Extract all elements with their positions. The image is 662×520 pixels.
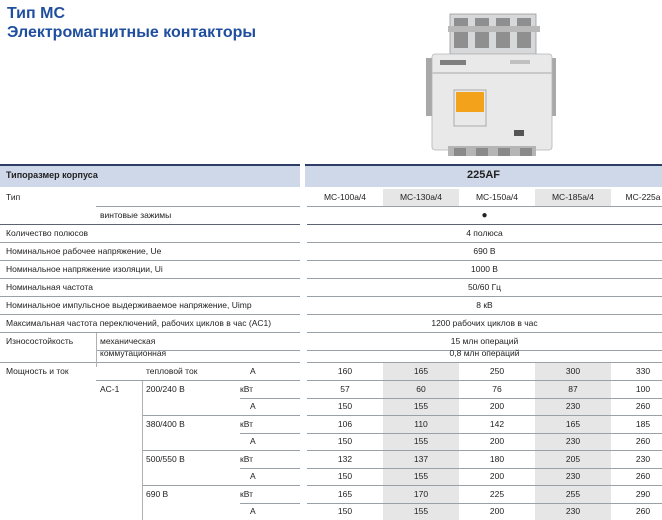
impulse-value: 8 кВ [476,300,493,310]
page-title [7,4,256,42]
impulse-row [0,297,662,314]
rated-voltage-row [0,243,662,260]
group-3-a-row [0,468,662,485]
voltage-label: 200/240 В [146,384,185,394]
unit-kw: кВт [240,384,253,394]
commutation-row [0,345,662,362]
frame-size-value: 225AF [466,169,501,181]
a-value: 155 [413,506,429,516]
kw-value: 132 [337,454,353,464]
group-4-a-row [0,503,662,520]
screw-terminals-label: винтовые зажимы [100,210,172,220]
poles-row [0,225,662,242]
frequency-label: Номинальная частота [6,282,93,292]
power-label: Мощность и ток [6,366,69,376]
kw-value: 205 [565,454,581,464]
ac1-label: AC-1 [100,384,120,394]
poles-label: Количество полюсов [6,228,89,238]
screw-terminals-row [0,207,662,224]
thermal-row [0,363,662,380]
group-3-kw-row [0,451,662,468]
frame-size-label: Типоразмер корпуса [6,170,98,180]
kw-value: 100 [635,384,651,394]
unit-kw: кВт [240,489,253,499]
commutation-value: 0,8 млн операций [449,348,520,358]
a-value: 230 [565,506,581,516]
a-value: 230 [565,436,581,446]
thermal-value: 160 [337,366,353,376]
impulse-label: Номинальное импульсное выдерживаемое напряжение, Uimp [6,300,252,310]
kw-value: 180 [489,454,505,464]
a-value: 230 [565,471,581,481]
thermal-label: тепловой ток [146,366,198,376]
a-value: 155 [413,471,429,481]
model-5: MC-225a [625,192,661,202]
voltage-label: 500/550 В [146,454,185,464]
a-value: 150 [337,436,353,446]
a-value: 200 [489,471,505,481]
switching-value: 1200 рабочих циклов в час [431,318,538,328]
kw-value: 57 [340,384,350,394]
kw-value: 170 [413,489,429,499]
insulation-value: 1000 В [471,264,498,274]
unit-kw: кВт [240,454,253,464]
a-value: 150 [337,401,353,411]
kw-value: 290 [635,489,651,499]
kw-value: 76 [492,384,502,394]
unit-kw: кВт [240,419,253,429]
a-value: 260 [635,506,651,516]
model-3: MC-150a/4 [475,192,519,202]
kw-value: 165 [565,419,581,429]
contactor-product-image [418,8,568,158]
title-line-2: Электромагнитные контакторы [7,24,257,41]
model-1: MC-100a/4 [323,192,367,202]
group-1-kw-row [0,381,662,398]
mechanical-label: механическая [100,336,156,346]
rated-voltage-value: 690 В [473,246,496,256]
group-1-a-row [0,398,662,415]
kw-value: 142 [489,419,505,429]
unit-a: A [250,506,256,516]
a-value: 200 [489,506,505,516]
screw-terminals-dot: ● [481,210,488,221]
insulation-label: Номинальное напряжение изоляции, Ui [6,264,163,274]
group-2-a-row [0,433,662,450]
voltage-label: 380/400 В [146,419,185,429]
unit-a: A [250,471,256,481]
a-value: 230 [565,401,581,411]
voltage-label: 690 В [146,489,169,499]
a-value: 150 [337,471,353,481]
insulation-row [0,261,662,278]
kw-value: 60 [416,384,426,394]
a-value: 150 [337,506,353,516]
poles-value: 4 полюса [466,228,503,238]
rated-voltage-label: Номинальное рабочее напряжение, Ue [6,246,162,256]
thermal-value: 330 [635,366,651,376]
switching-row [0,315,662,332]
frequency-value: 50/60 Гц [467,282,502,292]
kw-value: 110 [414,419,428,429]
thermal-unit: A [250,366,256,376]
a-value: 200 [489,436,505,446]
mechanical-value: 15 млн операций [450,336,519,346]
switching-label: Максимальная частота переключений, рабочих циклов в час (AC1) [6,318,272,328]
frame-size-value-header [305,164,662,187]
kw-value: 185 [635,419,651,429]
a-value: 200 [489,401,505,411]
commutation-label: коммутационная [100,348,167,358]
kw-value: 225 [489,489,505,499]
kw-value: 87 [568,384,578,394]
thermal-value: 250 [489,366,505,376]
kw-value: 106 [337,419,353,429]
thermal-value: 300 [565,366,581,376]
kw-value: 165 [337,489,353,499]
frequency-row [0,279,662,296]
thermal-value: 165 [413,366,429,376]
a-value: 155 [413,436,429,446]
model-4: MC-185a/4 [551,192,595,202]
durability-label: Износостойкость [6,336,74,346]
unit-a: A [250,401,256,411]
unit-a: A [250,436,256,446]
group-2-kw-row [0,416,662,433]
a-value: 260 [635,471,651,481]
a-value: 155 [413,401,429,411]
kw-value: 137 [413,454,429,464]
type-row [0,189,662,206]
kw-value: 230 [635,454,651,464]
title-line-1: Тип MC [7,5,65,22]
a-value: 260 [635,401,651,411]
frame-size-header [0,164,300,187]
group-4-kw-row [0,486,662,503]
model-2: MC-130a/4 [399,192,443,202]
a-value: 260 [635,436,651,446]
type-label: Тип [6,192,21,202]
kw-value: 255 [565,489,581,499]
